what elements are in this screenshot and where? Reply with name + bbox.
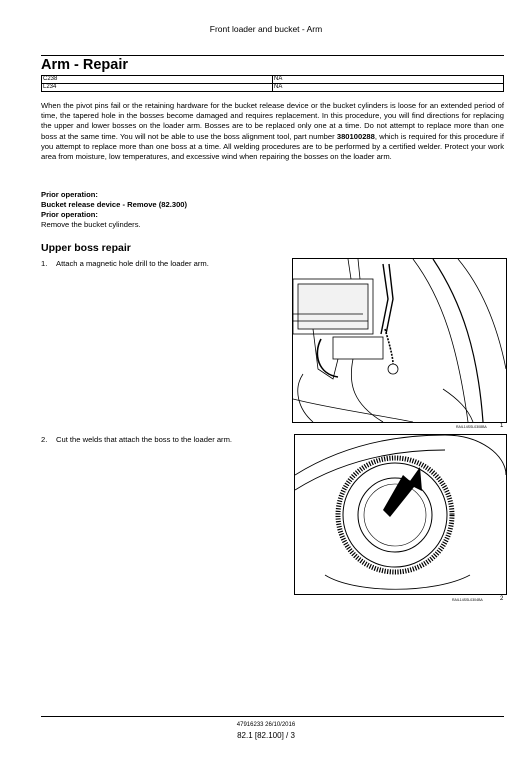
part-number: 380100288 [336, 131, 375, 141]
step-2 [41, 435, 232, 444]
figure-2-image [294, 434, 507, 595]
loader-arm-drill-illustration [293, 259, 506, 422]
model-cell: C238 [42, 76, 273, 84]
model-applicability-table [41, 75, 504, 92]
footer-rule [41, 716, 504, 717]
figure-reference-code: RAIL14SSL0304BA [452, 598, 483, 602]
intro-text-2: , which is required for this procedure if you attempt to replace more than one boss at a time. All welding procedures are to be performed by a certified welder. Protect your work area from moisture, low temperatures, and excessive wind when repairing the bosses on the loader arm. [41, 131, 504, 162]
title-top-rule [41, 55, 504, 56]
step-number: 1. [41, 259, 48, 268]
boss-weld-illustration [295, 435, 506, 594]
step-number: 2. [41, 435, 48, 444]
step-text: Cut the welds that attach the boss to the loader arm. [56, 435, 233, 444]
section-heading: Upper boss repair [41, 242, 131, 254]
page-title: Arm - Repair [41, 57, 129, 73]
prior-operation-label: Prior operation: [41, 190, 98, 199]
model-cell: L234 [42, 84, 273, 92]
intro-paragraph [41, 101, 504, 162]
step-text: Attach a magnetic hole drill to the loader arm. [56, 259, 209, 268]
prior-operation-text: Remove the bucket cylinders. [41, 220, 141, 229]
figure-reference-code: RAIL14SSL0308BA [456, 425, 487, 429]
table-row [42, 76, 504, 84]
figure-1-image [292, 258, 507, 423]
value-cell: NA [273, 76, 504, 84]
running-header: Front loader and bucket - Arm [209, 24, 323, 34]
intro-text-1: When the pivot pins fail or the retaining hardware for the bucket release device or the bucket cylinders is loose for an extended period of time, the tapered hole in the bosses become damaged and requires replacement. In this procedure, you will find directions for replacing the upper and lower bosses on the loader arm. Bosses are to be replaced only one at a time. Do not attempt to replace more than one boss at the same time. You will not be able to use the boss alignment tool, part number [41, 101, 504, 141]
footer-document-id: 47916233 26/10/2016 [236, 722, 296, 728]
figure-number: 1 [500, 423, 504, 429]
prior-operation-link[interactable]: Bucket release device - Remove (82.300) [41, 200, 188, 209]
table-row [42, 84, 504, 92]
figure-number: 2 [500, 596, 504, 602]
step-1 [41, 259, 209, 268]
prior-operation-label: Prior operation: [41, 210, 98, 219]
value-cell: NA [273, 84, 504, 92]
footer-page-number: 82.1 [82.100] / 3 [237, 731, 295, 740]
